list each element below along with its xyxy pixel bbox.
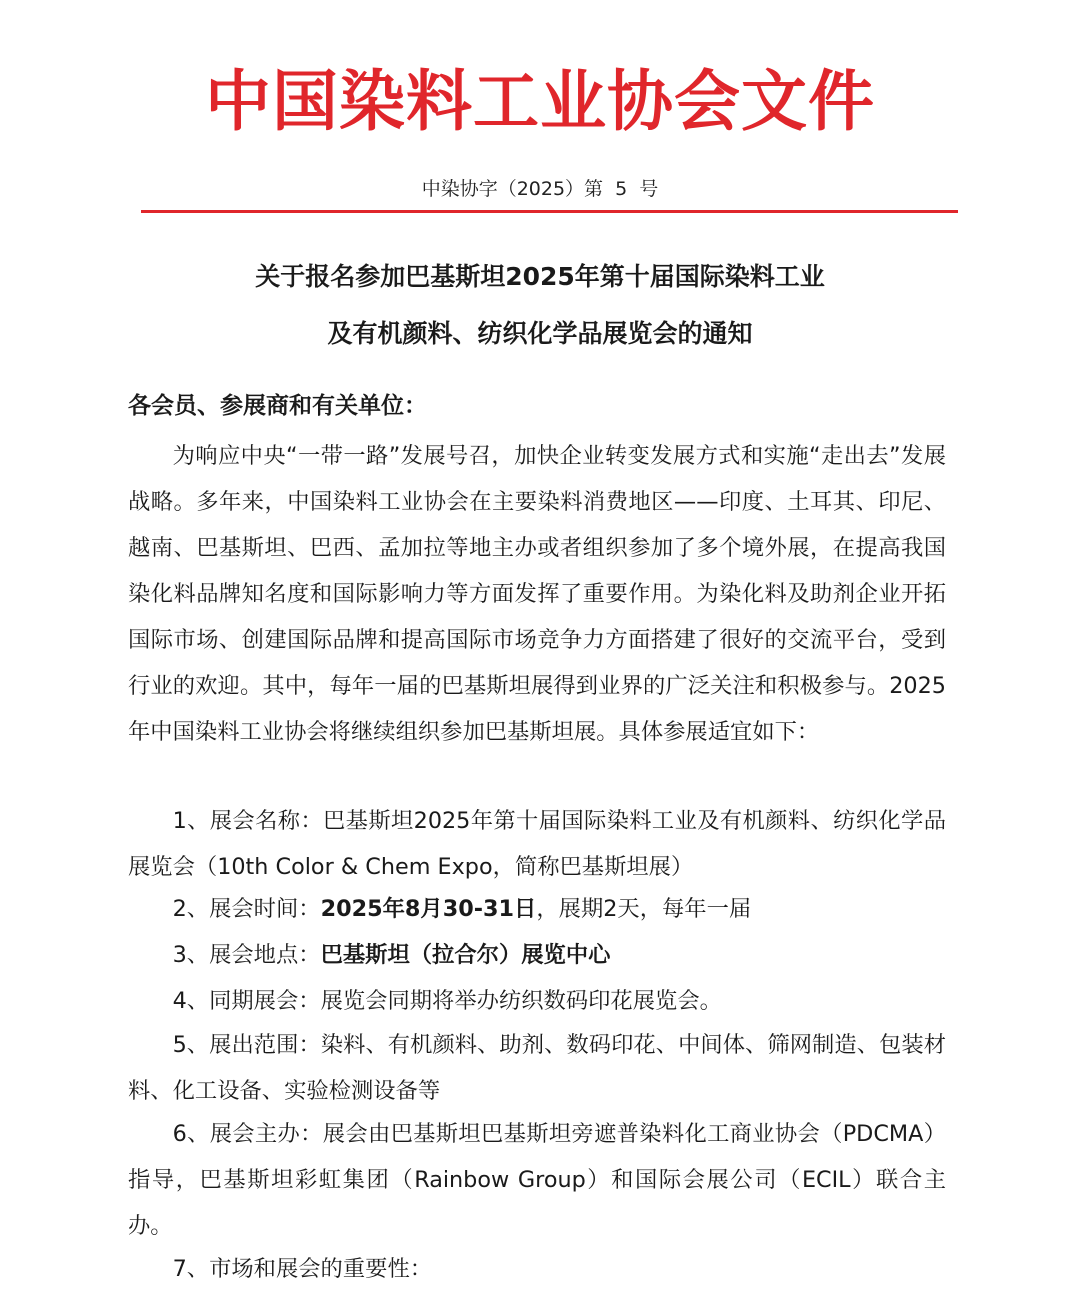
item-text: 展会由巴基斯坦巴基斯坦旁遮普染料化工商业协会（PDCMA）指导，巴基斯坦彩虹集团（Rainbow Group）和国际会展公司（ECIL）联合主办。 (128, 1121, 947, 1239)
notice-title-line-2: 及有机颜料、纺织化学品展览会的通知 (327, 319, 753, 348)
item-exhibition-name (128, 798, 946, 890)
item-label: 2、展会时间： (172, 896, 321, 922)
red-divider-line (141, 210, 958, 213)
item-exhibit-scope (128, 1022, 946, 1114)
item-exhibition-time (128, 886, 946, 932)
item-concurrent-exhibition (128, 978, 946, 1024)
item-date: 2025年8月30-31日 (320, 896, 537, 922)
intro-paragraph: 为响应中央“一带一路”发展号召，加快企业转变发展方式和实施“走出去”发展战略。多年来，中国染料工业协会在主要染料消费地区——印度、土耳其、印尼、越南、巴基斯坦、巴西、孟加拉等地主办或者组织参加了多个境外展，在提高我国染化料品牌知名度和国际影响力等方面发挥了重要作用。为染化料及助剂企业开拓国际市场、创建国际品牌和提高国际市场竞争力方面搭建了很好的交流平台，受到行业的欢迎。其中，每年一届的巴基斯坦展得到业界的广泛关注和积极参与。2025年中国染料工业协会将继续组织参加巴基斯坦展。具体参展适宜如下： (128, 443, 946, 745)
item-label: 7、市场和展会的重要性： (172, 1256, 433, 1282)
item-label: 1、展会名称： (172, 808, 324, 834)
item-label: 6、展会主办： (172, 1121, 323, 1147)
document-number: 中染协字（2025）第 5 号 (421, 178, 659, 200)
item-organizers (128, 1111, 946, 1249)
notice-title-line-1: 关于报名参加巴基斯坦2025年第十届国际染料工业 (255, 262, 825, 291)
item-exhibition-venue (128, 932, 946, 978)
item-text: 巴基斯坦2025年第十届国际染料工业及有机颜料、纺织化学品展览会（10th Color & Chem Expo，简称巴基斯坦展） (128, 808, 946, 880)
document-masthead: 中国染料工业协会文件 (205, 62, 875, 140)
item-text: 展览会同期将举办纺织数码印花展览会。 (320, 988, 722, 1014)
item-text: 染料、有机颜料、助剂、数码印花、中间体、筛网制造、包装材料、化工设备、实验检测设备等 (128, 1032, 946, 1104)
salutation: 各会员、参展商和有关单位： (128, 393, 427, 419)
item-market-importance (128, 1246, 946, 1292)
item-venue: 巴基斯坦（拉合尔）展览中心 (320, 942, 611, 968)
item-label: 3、展会地点： (172, 942, 321, 968)
item-label: 5、展出范围： (172, 1032, 321, 1058)
item-label: 4、同期展会： (172, 988, 321, 1014)
item-text: ，展期2天，每年一届 (536, 896, 752, 922)
